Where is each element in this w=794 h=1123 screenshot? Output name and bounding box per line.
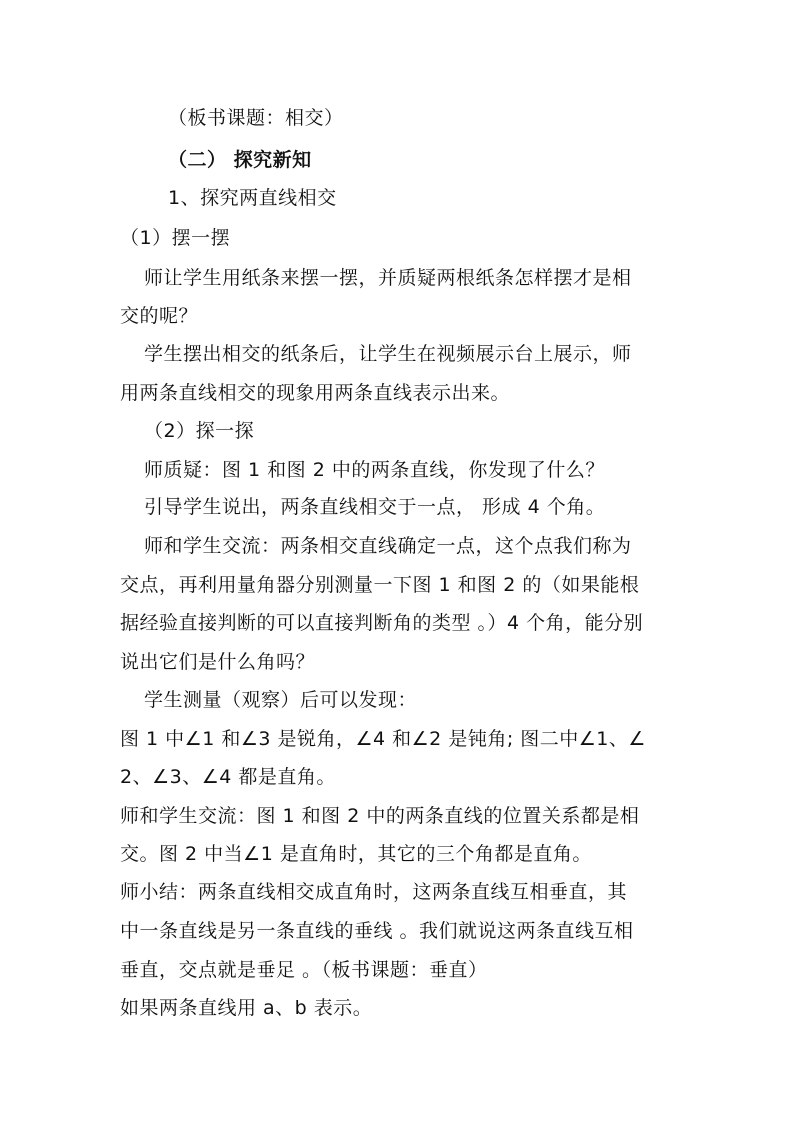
paragraph-line: 引导学生说出，两条直线相交于一点， 形成 4 个角。 xyxy=(144,496,606,518)
paragraph-line: 师小结：两条直线相交成直角时，这两条直线互相垂直，其 xyxy=(120,881,628,903)
paragraph-line: 交。图 2 中当∠1 是直角时，其它的三个角都是直角。 xyxy=(120,843,592,865)
paragraph-line: 用两条直线相交的现象用两条直线表示出来。 xyxy=(120,382,511,404)
paragraph-line: 师质疑：图 1 和图 2 中的两条直线，你发现了什么？ xyxy=(144,459,605,481)
board-title-intersect: （板书课题：相交） xyxy=(168,107,344,129)
paragraph-line: 据经验直接判断的可以直接判断角的类型 。）4 个角，能分别 xyxy=(120,612,644,634)
paragraph-line: 说出它们是什么角吗？ xyxy=(120,651,316,673)
paragraph-line: 学生测量（观察）后可以发现： xyxy=(144,689,418,711)
paragraph-line: 学生摆出相交的纸条后，让学生在视频展示台上展示，师 xyxy=(144,343,632,365)
paragraph-line: 2、∠3、∠4 都是直角。 xyxy=(120,766,336,788)
paragraph-line: 如果两条直线用 a、b 表示。 xyxy=(120,997,373,1019)
paragraph-line: 师和学生交流：图 1 和图 2 中的两条直线的位置关系都是相 xyxy=(120,805,640,827)
paragraph-line: 垂直，交点就是垂足 。（板书课题：垂直） xyxy=(120,959,488,981)
paragraph-line: 师和学生交流：两条相交直线确定一点，这个点我们称为 xyxy=(144,535,632,557)
subheading-two-lines-intersect: 1、探究两直线相交 xyxy=(168,187,337,209)
section-heading-explore: （二） 探究新知 xyxy=(168,149,312,171)
paragraph-line: 图 1 中∠1 和∠3 是锐角，∠4 和∠2 是钝角; 图二中∠1、∠ xyxy=(120,728,646,750)
paragraph-line: 师让学生用纸条来摆一摆，并质疑两根纸条怎样摆才是相 xyxy=(144,267,632,289)
step-heading-explore: （2）探一探 xyxy=(144,420,255,442)
paragraph-line: 交的呢？ xyxy=(120,305,199,327)
paragraph-line: 交点，再利用量角器分别测量一下图 1 和图 2 的（如果能根 xyxy=(120,574,640,596)
paragraph-line: 中一条直线是另一条直线的垂线 。我们就说这两条直线互相 xyxy=(120,920,634,942)
step-heading-arrange: （1）摆一摆 xyxy=(120,227,231,249)
